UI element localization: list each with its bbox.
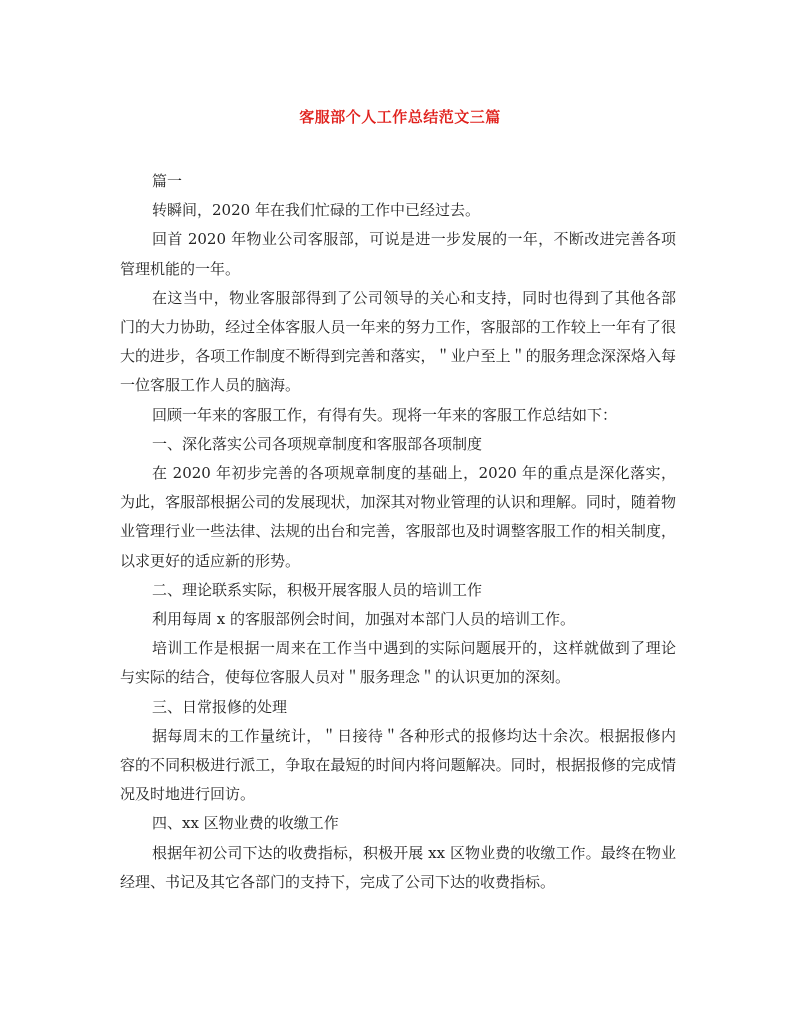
paragraph: 据每周末的工作量统计，＂日接待＂各种形式的报修均达十余次。根据报修内容的不同积极进行派工，争取在最短的时间内将问题解决。同时，根据报修的完成情况及时地进行回访。	[120, 726, 676, 804]
paragraph: 培训工作是根据一周来在工作当中遇到的实际问题展开的，这样就做到了理论与实际的结合，使每位客服人员对＂服务理念＂的认识更加的深刻。	[120, 639, 676, 687]
document-title: 客服部个人工作总结范文三篇	[299, 108, 501, 126]
section-label: 篇一	[152, 172, 183, 190]
paragraph: 转瞬间，2020 年在我们忙碌的工作中已经过去。	[152, 201, 480, 220]
section-heading: 二、理论联系实际，积极开展客服人员的培训工作	[152, 580, 483, 599]
paragraph: 在这当中，物业客服部得到了公司领导的关心和支持，同时也得到了其他各部门的大力协助，经过全体客服人员一年来的努力工作，客服部的工作较上一年有了很大的进步，各项工作制度不断得到完善和落实，＂业户至上＂的服务理念深深烙入每一位客服工作人员的脑海。	[120, 288, 676, 395]
section-heading: 三、日常报修的处理	[152, 697, 288, 716]
paragraph: 在 2020 年初步完善的各项规章制度的基础上，2020 年的重点是深化落实，为此，客服部根据公司的发展现状，加深其对物业管理的认识和理解。同时，随着物业管理行业一些法律、法规的出台和完善，客服部也及时调整客服工作的相关制度，以求更好的适应新的形势。	[120, 464, 676, 570]
paragraph: 利用每周 x 的客服部例会时间，加强对本部门人员的培训工作。	[152, 610, 575, 629]
section-heading: 一、深化落实公司各项规章制度和客服部各项制度	[152, 434, 483, 453]
paragraph: 根据年初公司下达的收费指标，积极开展 xx 区物业费的收缴工作。最终在物业经理、书记及其它各部门的支持下，完成了公司下达的收费指标。	[120, 843, 676, 891]
section-heading: 四、xx 区物业费的收缴工作	[152, 814, 339, 833]
paragraph: 回顾一年来的客服工作，有得有失。现将一年来的客服工作总结如下：	[152, 405, 618, 424]
document-body	[120, 167, 676, 897]
paragraph: 回首 2020 年物业公司客服部，可说是进一步发展的一年，不断改进完善各项管理机能的一年。	[120, 230, 676, 278]
